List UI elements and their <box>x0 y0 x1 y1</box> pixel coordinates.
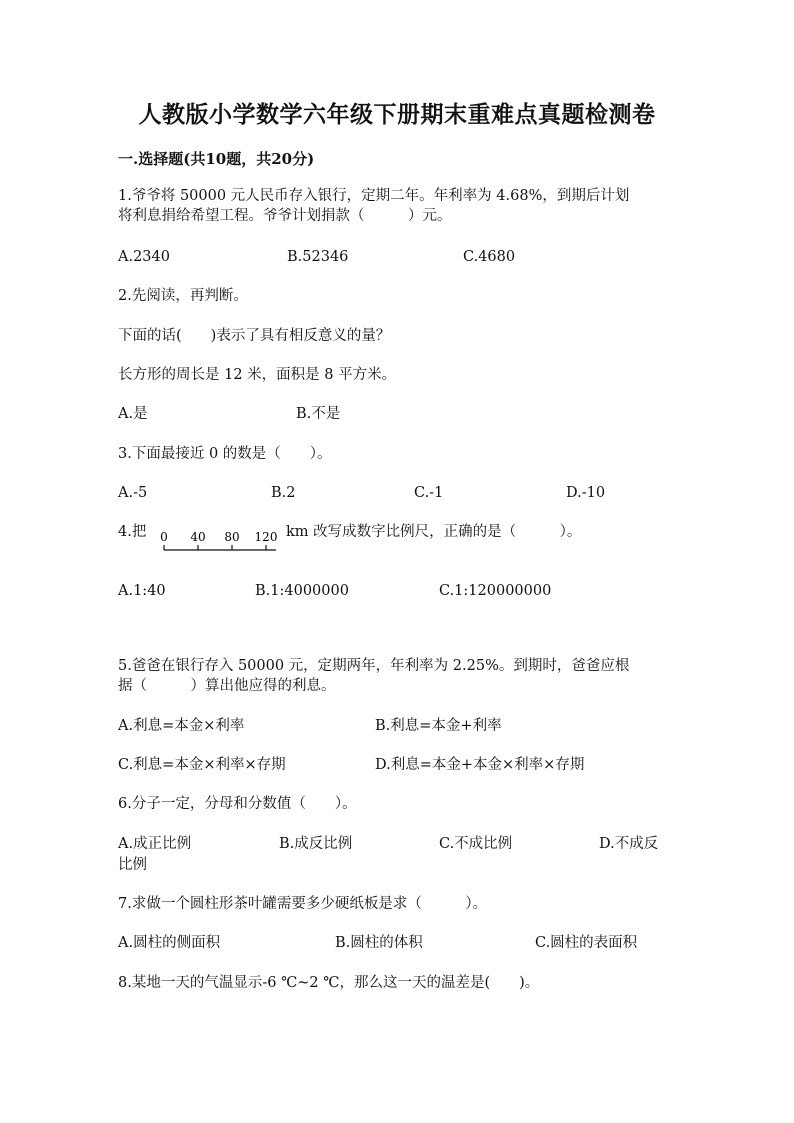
q3-option-b: B.2 <box>271 485 296 501</box>
scale-tick-label: 80 <box>224 530 240 544</box>
q7-option-a: A.圆柱的侧面积 <box>118 935 221 951</box>
q4-option-c: C.1:120000000 <box>439 583 552 599</box>
q6-option-b: B.成反比例 <box>279 836 353 852</box>
scale-tick-label: 0 <box>160 530 168 544</box>
q3-option-a: A.-5 <box>118 485 148 501</box>
q5-option-c: C.利息=本金×利率×存期 <box>118 757 286 773</box>
q1-text-line1: 1.爷爷将 50000 元人民币存入银行，定期二年。年利率为 4.68%，到期后计划 <box>118 188 630 204</box>
q6-option-d-wrap: 比例 <box>118 857 147 873</box>
q5-option-a: A.利息=本金×利率 <box>118 718 245 734</box>
q1-text-line2: 将利息捐给希望工程。爷爷计划捐款（ ）元。 <box>118 208 452 224</box>
q6-option-a: A.成正比例 <box>118 836 192 852</box>
scale-bar-figure <box>156 530 282 556</box>
q2-option-a: A.是 <box>118 406 148 422</box>
q5-text-line2: 据（ ）算出他应得的利息。 <box>118 678 336 694</box>
q1-option-a: A.2340 <box>118 249 170 265</box>
q2-text-line1: 2.先阅读，再判断。 <box>118 288 248 304</box>
q3-text: 3.下面最接近 0 的数是（ ）。 <box>118 446 332 462</box>
q1-option-b: B.52346 <box>287 249 349 265</box>
q2-option-b: B.不是 <box>296 406 341 422</box>
q6-option-d: D.不成反 <box>599 836 659 852</box>
q5-option-d: D.利息=本金+本金×利率×存期 <box>375 757 585 773</box>
exam-title: 人教版小学数学六年级下册期末重难点真题检测卷 <box>138 101 656 128</box>
q4-prefix: 4.把 <box>118 524 147 540</box>
q4-option-b: B.1:4000000 <box>255 583 349 599</box>
q5-text-line1: 5.爸爸在银行存入 50000 元，定期两年，年利率为 2.25%。到期时，爸爸应根 <box>118 658 630 674</box>
q2-text-line2: 下面的话( )表示了具有相反意义的量？ <box>118 328 391 344</box>
q2-text-line3: 长方形的周长是 12 米，面积是 8 平方米。 <box>118 367 397 383</box>
scale-tick-label: 120 <box>254 530 278 544</box>
q1-option-c: C.4680 <box>463 249 516 265</box>
q3-option-d: D.-10 <box>566 485 606 501</box>
scale-tick-label: 40 <box>190 530 206 544</box>
q6-text: 6.分子一定，分母和分数值（ ）。 <box>118 796 357 812</box>
q4-suffix: km 改写成数字比例尺，正确的是（ ）。 <box>286 524 582 540</box>
q8-text: 8.某地一天的气温显示-6 ℃~2 ℃，那么这一天的温差是( )。 <box>118 975 540 991</box>
q6-option-c: C.不成比例 <box>439 836 513 852</box>
section-heading: 一.选择题(共10题，共20分) <box>118 150 315 168</box>
q4-option-a: A.1:40 <box>118 583 166 599</box>
q7-option-b: B.圆柱的体积 <box>335 935 423 951</box>
q3-option-c: C.-1 <box>414 485 444 501</box>
q5-option-b: B.利息=本金+利率 <box>375 718 502 734</box>
q7-option-c: C.圆柱的表面积 <box>535 935 638 951</box>
q7-text: 7.求做一个圆柱形茶叶罐需要多少硬纸板是求（ ）。 <box>118 896 488 912</box>
